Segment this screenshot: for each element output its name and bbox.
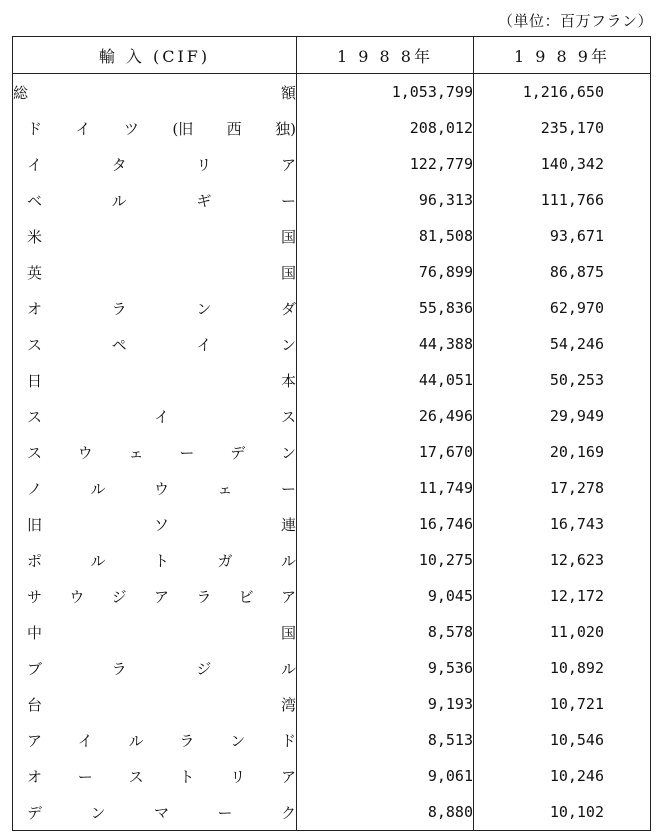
country-name-char: ラ [111,659,127,678]
country-name-cell [13,290,297,326]
country-name-char: ル [128,731,144,750]
country-name [13,370,296,391]
table-row [13,398,651,434]
country-name-char: ソ [153,515,169,534]
country-name-cell [13,470,297,506]
table-row [13,182,651,218]
country-name-char: ビ [238,587,254,606]
header-year-1989: 1 9 8 9年 [474,37,651,74]
value-1989: 140,342 [474,146,651,182]
value-1989: 93,671 [474,218,651,254]
country-name-char: ウ [69,587,85,606]
value-1988: 9,536 [297,650,474,686]
country-name-char: 連 [280,515,296,534]
country-name [13,658,296,679]
table-row [13,758,651,794]
country-name-char: ェ [217,479,233,498]
country-name [13,118,296,139]
value-1988: 8,578 [297,614,474,650]
value-1988: 9,045 [297,578,474,614]
country-name [13,622,296,643]
table-body [13,74,651,831]
country-name-cell [13,686,297,722]
table-row [13,578,651,614]
country-name-char: 総 [13,83,29,102]
country-name-char: ル [90,479,106,498]
value-1988: 1,053,799 [297,74,474,111]
country-name-char: マ [153,803,169,822]
country-name-char: 国 [280,263,296,282]
country-name-char: ス [27,407,43,426]
table-row [13,290,651,326]
country-name-cell [13,758,297,794]
value-1988: 8,513 [297,722,474,758]
table-row [13,74,651,111]
value-1989: 17,278 [474,470,651,506]
value-1989: 10,546 [474,722,651,758]
value-1989: 12,172 [474,578,651,614]
country-name-char: ン [230,731,246,750]
country-name [13,442,296,463]
country-name-char: オ [27,767,43,786]
value-1989: 10,102 [474,794,651,831]
value-1988: 44,388 [297,326,474,362]
country-name-char: ウ [153,479,169,498]
country-name-char: ジ [196,659,212,678]
country-name-char: ラ [196,587,212,606]
table-row [13,542,651,578]
country-name-char: ア [280,587,296,606]
country-name-char: ラ [179,731,195,750]
table-row [13,614,651,650]
country-name [13,766,296,787]
country-name-char: サ [27,587,43,606]
country-name [13,82,296,103]
country-name-char: 独) [275,119,296,138]
country-name-cell [13,398,297,434]
country-name [13,586,296,607]
country-name-char: ス [27,443,43,462]
country-name-char: ー [217,803,233,822]
value-1988: 10,275 [297,542,474,578]
country-name-char: ン [90,803,106,822]
country-name-char: ー [179,443,195,462]
table-row [13,434,651,470]
country-name-char: ー [280,191,296,210]
country-name-cell [13,74,297,111]
country-name-char: イ [75,119,91,138]
country-name [13,226,296,247]
country-name [13,298,296,319]
table-row [13,470,651,506]
country-name-char: ノ [27,479,43,498]
country-name-char: 西 [226,119,242,138]
country-name-char: リ [230,767,246,786]
country-name-cell [13,254,297,290]
header-imports-cif: 輸 入 (CIF) [13,37,297,74]
value-1988: 208,012 [297,110,474,146]
country-name-cell [13,614,297,650]
value-1988: 26,496 [297,398,474,434]
value-1989: 86,875 [474,254,651,290]
country-name-char: ー [280,479,296,498]
value-1988: 11,749 [297,470,474,506]
table-row [13,722,651,758]
country-name-char: ル [111,191,127,210]
country-name-char: ン [196,299,212,318]
value-1988: 44,051 [297,362,474,398]
country-name [13,262,296,283]
value-1989: 10,246 [474,758,651,794]
country-name-char: ガ [217,551,233,570]
country-name-char: ブ [27,659,43,678]
value-1989: 11,020 [474,614,651,650]
country-name-char: ク [280,803,296,822]
value-1989: 235,170 [474,110,651,146]
country-name-char: デ [27,803,43,822]
country-name-char: デ [230,443,246,462]
country-name-char: ア [280,155,296,174]
value-1988: 122,779 [297,146,474,182]
country-name-char: ジ [111,587,127,606]
value-1988: 8,880 [297,794,474,831]
country-name-char: ト [153,551,169,570]
value-1989: 12,623 [474,542,651,578]
country-name-char: ト [179,767,195,786]
header-row [13,37,651,74]
value-1989: 16,743 [474,506,651,542]
value-1989: 29,949 [474,398,651,434]
country-name-char: 本 [280,371,296,390]
country-name-char: ダ [280,299,296,318]
country-name-char: 日 [27,371,43,390]
country-name-char: ル [90,551,106,570]
value-1988: 16,746 [297,506,474,542]
country-name-char: ェ [128,443,144,462]
country-name-cell [13,578,297,614]
value-1989: 10,721 [474,686,651,722]
country-name [13,334,296,355]
country-name [13,514,296,535]
country-name-cell [13,326,297,362]
table-row [13,146,651,182]
value-1989: 20,169 [474,434,651,470]
country-name-char: ス [27,335,43,354]
country-name-char: 旧 [27,515,43,534]
header-year-1988: 1 9 8 8年 [297,37,474,74]
country-name-char: 国 [280,623,296,642]
table-row [13,254,651,290]
value-1989: 1,216,650 [474,74,651,111]
country-name-char: ツ [123,119,139,138]
value-1988: 9,193 [297,686,474,722]
country-name-char: ン [280,335,296,354]
country-name-char: ア [153,587,169,606]
country-name-char: ア [280,767,296,786]
table-row [13,326,651,362]
country-name [13,406,296,427]
country-name-char: 国 [280,227,296,246]
value-1989: 10,892 [474,650,651,686]
country-name-char: ベ [27,191,43,210]
table-row [13,362,651,398]
value-1988: 81,508 [297,218,474,254]
country-name-cell [13,218,297,254]
country-name-cell [13,110,297,146]
value-1988: 76,899 [297,254,474,290]
table-row [13,686,651,722]
country-name [13,154,296,175]
table-row [13,794,651,831]
value-1989: 54,246 [474,326,651,362]
value-1988: 96,313 [297,182,474,218]
country-name-char: ー [77,767,93,786]
country-name-char: 英 [27,263,43,282]
country-name-char: ペ [111,335,127,354]
country-name-cell [13,362,297,398]
country-name-char: 台 [27,695,43,714]
country-name [13,802,296,823]
country-name-char: 中 [27,623,43,642]
country-name-cell [13,146,297,182]
country-name [13,550,296,571]
country-name [13,730,296,751]
country-name-char: オ [27,299,43,318]
country-name-char: ル [280,551,296,570]
country-name-char: ウ [77,443,93,462]
country-name-cell [13,182,297,218]
country-name-char: ギ [196,191,212,210]
country-name-char: イ [196,335,212,354]
country-name-char: 額 [280,83,296,102]
country-name [13,694,296,715]
country-name-char: イ [77,731,93,750]
country-name-char: イ [27,155,43,174]
country-name-char: 湾 [280,695,296,714]
country-name-char: ア [27,731,43,750]
country-name-char: (旧 [172,119,194,138]
country-name-char: タ [111,155,127,174]
country-name-char: ル [280,659,296,678]
country-name-cell [13,794,297,831]
country-name [13,190,296,211]
country-name-char: ス [128,767,144,786]
country-name-char: 米 [27,227,43,246]
country-name-cell [13,650,297,686]
country-name-char: ポ [27,551,43,570]
value-1989: 50,253 [474,362,651,398]
country-name-char: リ [196,155,212,174]
country-name-char: ス [280,407,296,426]
value-1988: 17,670 [297,434,474,470]
country-name-char: イ [153,407,169,426]
country-name-char: ン [280,443,296,462]
country-name-char: ラ [111,299,127,318]
country-name-char: ド [280,731,296,750]
table-row [13,110,651,146]
value-1989: 111,766 [474,182,651,218]
value-1989: 62,970 [474,290,651,326]
value-1988: 9,061 [297,758,474,794]
unit-note: （単位：百万フラン） [497,12,653,30]
table-row [13,218,651,254]
country-name [13,478,296,499]
table-header [13,37,651,74]
table-row [13,506,651,542]
country-name-cell [13,434,297,470]
country-name-cell [13,506,297,542]
country-name-cell [13,722,297,758]
value-1988: 55,836 [297,290,474,326]
country-name-cell [13,542,297,578]
imports-table [12,36,651,831]
country-name-char: ド [27,119,43,138]
table-row [13,650,651,686]
